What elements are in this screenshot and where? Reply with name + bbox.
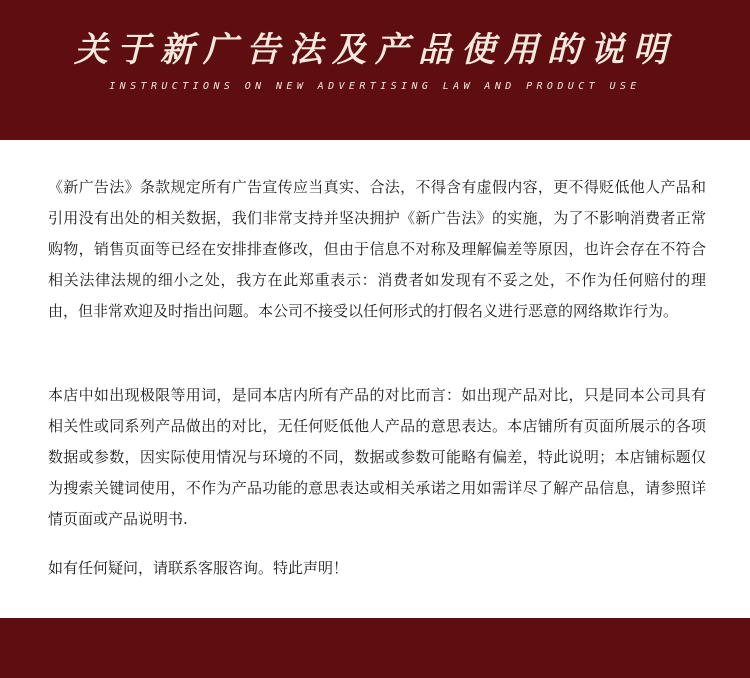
- paragraph-comparison-note: 本店中如出现极限等用词，是同本店内所有产品的对比而言：如出现产品对比，只是同本公司具有相关性或同系列产品做出的对比，无任何贬低他人产品的意思表达。本店铺所有页面所展示的各项数据或参数，因实际使用情况与环境的不同，数据或参数可能略有偏差，特此说明；本店铺标题仅为搜索关键词使用，不作为产品功能的意思表达或相关承诺之用如需详尽了解产品信息，请参照详情页面或产品说明书.: [48, 386, 706, 528]
- paragraph-contact-note: 如有任何疑问，请联系客服咨询。特此声明！: [48, 559, 349, 577]
- header-banner: [0, 0, 750, 140]
- paragraph-ad-law: 《新广告法》条款规定所有广告宣传应当真实、合法，不得含有虚假内容，更不得贬低他人产品和引用没有出处的相关数据，我们非常支持并坚决拥护《新广告法》的实施，为了不影响消费者正常购物，销售页面等已经在安排排查修改，但由于信息不对称及理解偏差等原因，也许会存在不符合相关法律法规的细小之处，我方在此郑重表示：消费者如发现有不妥之处，不作为任何赔付的理由，但非常欢迎及时指出问题。本公司不接受以任何形式的打假名义进行恶意的网络欺诈行为。: [48, 178, 706, 320]
- page-title: 关于新广告法及产品使用的说明: [74, 30, 676, 70]
- page-subtitle: INSTRUCTIONS ON NEW ADVERTISING LAW AND PRODUCT USE: [109, 81, 641, 92]
- content-panel: [0, 140, 750, 618]
- footer-banner: [0, 618, 750, 678]
